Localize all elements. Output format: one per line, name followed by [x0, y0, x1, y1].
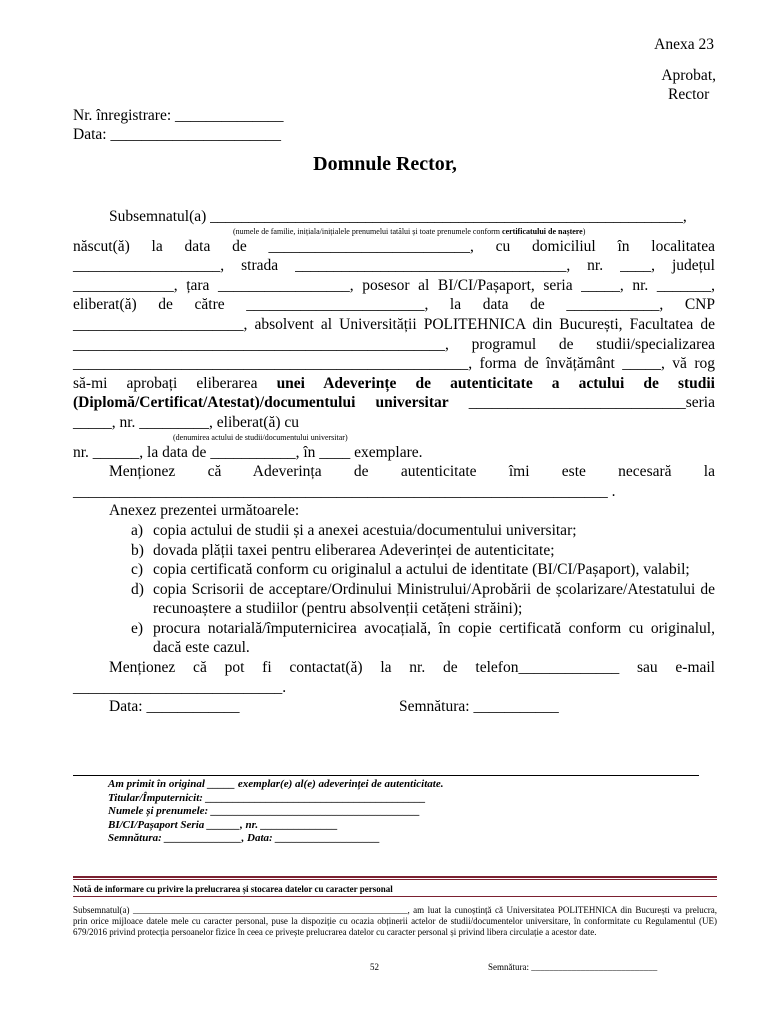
attachment-text: procura notarială/împuternicirea avocațială, în copie certificată conform cu originalul, dacă este cazul.: [153, 619, 715, 657]
rector-label: Rector: [668, 86, 710, 103]
attachment-text: copia certificată conform cu originalul a actului de identitate (BI/CI/Pașaport), valabil;: [153, 561, 690, 579]
gdpr-title: Notă de informare cu privire la prelucrarea și stocarea datelor cu caracter personal: [73, 884, 393, 894]
receipt-block: [108, 778, 443, 846]
annex-number: Anexa 23: [654, 36, 714, 53]
request-date: Data: ____________: [109, 698, 240, 716]
gdpr-text: Subsemnatul(a) _____________________________________________________________, am luat la cunoștință că Universitatea POLITEHNICA din București va prelucra, prin orice mijloace datele mele cu caracter personal, puse la dispoziție cu ocazia obținerii actelor de studii/documentelor universitare, în conformitate cu Regulamentul (UE) 679/2016 privind protecția persoanelor fizice în ceea ce privește prelucrarea datelor cu caracter personal și privind libera circulație a acestor date.: [73, 905, 717, 937]
request-body: [73, 207, 715, 717]
page-title: Domnule Rector,: [313, 153, 457, 175]
approval-block: [661, 66, 716, 104]
document-series-text: ____________________________seria _____, nr. _________, eliberat(ă) cu: [73, 394, 715, 431]
attachment-marker: e): [131, 619, 144, 637]
attachment-item: [73, 560, 715, 580]
attachment-text: copia actului de studii și a anexei acestuia/documentului universitar;: [153, 521, 577, 539]
purpose-paragraph: Menționez că Adeverința de autenticitate îmi este necesară la _____________________________________________________________________ .: [73, 463, 715, 500]
attachments-list: [73, 521, 715, 658]
name-note-text: (numele de familie, inițiala/inițialele prenumelui tatălui și toate prenumele conform: [233, 226, 503, 236]
receipt-name: Numele și prenumele: ______________________________________: [108, 805, 420, 817]
registration-date: Data: ______________________: [73, 126, 281, 143]
page-number: 52: [370, 962, 379, 972]
section-divider: [73, 775, 699, 776]
attachment-text: dovada plății taxei pentru eliberarea Adeverinței de autenticitate;: [153, 541, 555, 559]
date-signature-row: [73, 697, 715, 717]
footer-signature: Semnătura: ____________________________: [488, 962, 658, 972]
gdpr-divider-bottom: [73, 879, 717, 880]
gdpr-divider-top: [73, 876, 717, 878]
receipt-holder: Titular/Împuternicit: ________________________________________: [108, 791, 426, 804]
attachment-text: copia Scrisorii de acceptare/Ordinului Ministrului/Aprobării de școlarizare/Atestatului de recunoaștere a studiilor (pentru absolvenții cetățeni străini);: [153, 580, 715, 618]
attachment-item: [73, 580, 715, 619]
name-note: [73, 227, 715, 237]
attachment-marker: d): [131, 580, 144, 598]
certificate-request-bold: unei Adeverințe de autenticitate a actului de studii (Diplomă/Certificat/Atestat)/documentului universitar: [73, 374, 715, 412]
attachment-marker: c): [131, 561, 144, 579]
receipt-id: BI/CI/Pașaport Seria ______, nr. ______________: [108, 818, 338, 831]
attachment-marker: a): [131, 521, 144, 539]
attachments-intro: Anexez prezentei următoarele:: [109, 502, 300, 520]
personal-details-paragraph: [73, 237, 715, 433]
receipt-signature: Semnătura: ______________, Data: ___________________: [108, 832, 380, 844]
receipt-line: Am primit în original _____ exemplar(e) al(e) adeverinței de autenticitate.: [108, 778, 444, 790]
issue-date-line: nr. ______, la data de ___________, în ____ exemplare.: [73, 443, 423, 461]
approved-label: Aprobat,: [661, 67, 716, 84]
attachment-item: [73, 541, 715, 561]
personal-details-text: născut(ă) la data de __________________________, cu domiciliul în localitatea ___________________, strada ___________________________________, nr. ____, județul _____________, țara _________________, posesor al BI/CI/Pașaport, seria _____, nr. _______, eliberat(ă) de către _______________________, la data de ____________, CNP ______________________, absolvent al Universității POLITEHNICA din București, Facultatea de ________________________________________________, programul de studii/specializarea ___________________________________________________, forma de învățământ _____, vă rog să-mi aprobați eliberarea: [73, 237, 715, 392]
attachment-item: [73, 619, 715, 658]
contact-paragraph: Menționez că pot fi contactat(ă) la nr. de telefon_____________ sau e-mail ___________________________.: [73, 659, 715, 696]
attachment-item: [73, 521, 715, 541]
document-note: (denumirea actului de studii/documentului universitar): [173, 432, 348, 442]
registration-block: [73, 106, 284, 144]
applicant-line: Subsemnatul(a) _____________________________________________________________,: [109, 208, 687, 225]
name-note-end: ): [582, 226, 586, 236]
request-signature: Semnătura: ___________: [399, 698, 559, 716]
gdpr-title-rule: [73, 896, 717, 897]
name-note-bold: certificatului de naștere: [502, 226, 583, 236]
attachment-marker: b): [131, 541, 144, 559]
registration-number: Nr. înregistrare: ______________: [73, 107, 284, 124]
